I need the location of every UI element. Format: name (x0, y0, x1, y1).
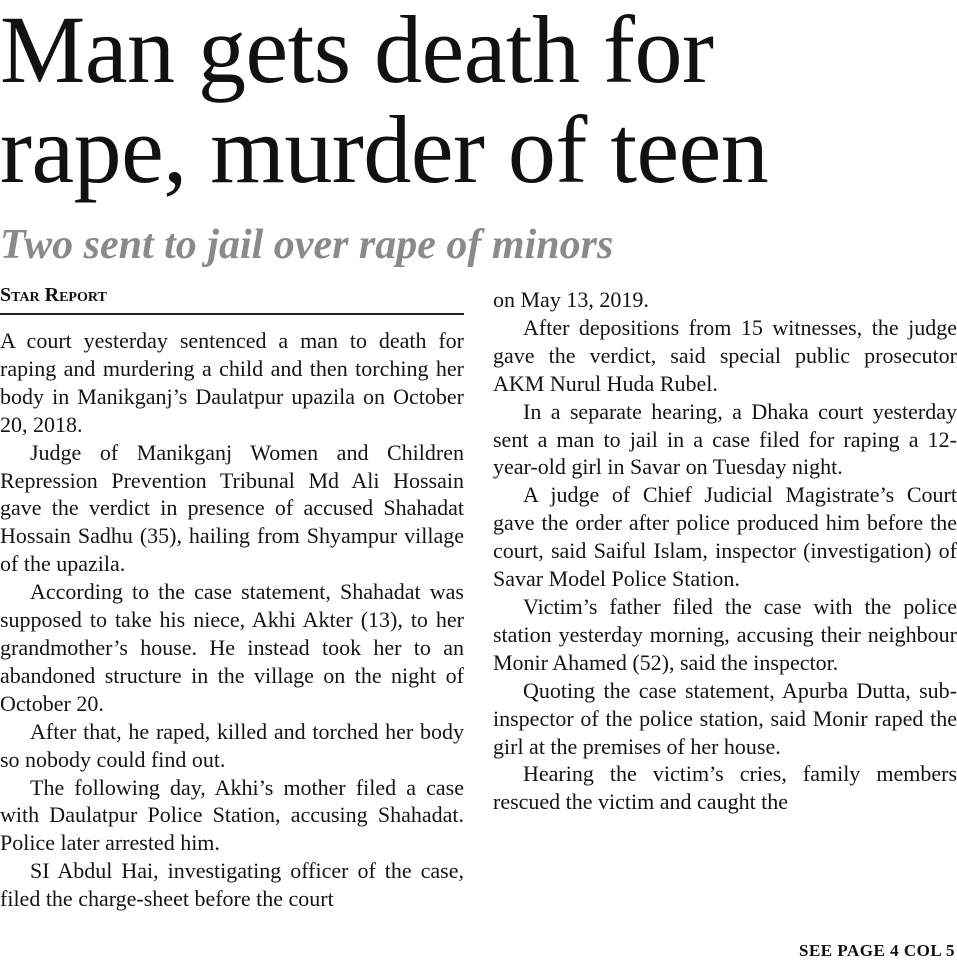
paragraph: A court yesterday sentenced a man to death for raping and murdering a child and then torching her body in Manikganj’s Daulatpur upazila on October 20, 2018. (0, 328, 464, 437)
paragraph: In a separate hearing, a Dhaka court yesterday sent a man to jail in a case filed for raping a 12-year-old girl in Savar on Tuesday night. (493, 398, 957, 480)
headline (0, 0, 957, 203)
headline-line-2: rape, murder of teen (0, 96, 769, 203)
byline-divider (0, 313, 464, 315)
paragraph: Hearing the victim’s cries, family members rescued the victim and caught the (493, 761, 957, 815)
paragraph: Quoting the case statement, Apurba Dutta, sub-inspector of the police station, said Monir raped the girl at the premises of her house. (493, 677, 957, 759)
article-column-right (493, 286, 957, 816)
paragraph: A judge of Chief Judicial Magistrate’s Court gave the order after police produced him before the court, said Saiful Islam, inspector (investigation) of Savar Model Police Station. (493, 482, 957, 592)
byline: Star Report (0, 284, 107, 306)
headline-line-1: Man gets death for (0, 0, 714, 103)
article-column-left (0, 327, 464, 913)
paragraph: After that, he raped, killed and torched her body so nobody could find out. (0, 718, 464, 772)
paragraph: After depositions from 15 witnesses, the judge gave the verdict, said special public prosecutor AKM Nurul Huda Rubel. (493, 314, 957, 396)
subheadline: Two sent to jail over rape of minors (0, 222, 614, 268)
paragraph: SI Abdul Hai, investigating officer of the case, filed the charge-sheet before the court (0, 858, 464, 912)
paragraph: on May 13, 2019. (493, 287, 649, 312)
continuation-jump-line: SEE PAGE 4 COL 5 (799, 941, 955, 960)
paragraph: Victim’s father filed the case with the police station yesterday morning, accusing their neighbour Monir Ahamed (52), said the inspector. (493, 593, 957, 675)
paragraph: According to the case statement, Shahadat was supposed to take his niece, Akhi Akter (13), to her grandmother’s house. He instead took her to an abandoned structure in the village on the night of October 20. (0, 579, 464, 716)
paragraph: The following day, Akhi’s mother filed a case with Daulatpur Police Station, accusing Shahadat. Police later arrested him. (0, 774, 464, 856)
paragraph: Judge of Manikganj Women and Children Repression Prevention Tribunal Md Ali Hossain gave the verdict in presence of accused Shahadat Hossain Sadhu (35), hailing from Shyampur village of the upazila. (0, 439, 464, 577)
